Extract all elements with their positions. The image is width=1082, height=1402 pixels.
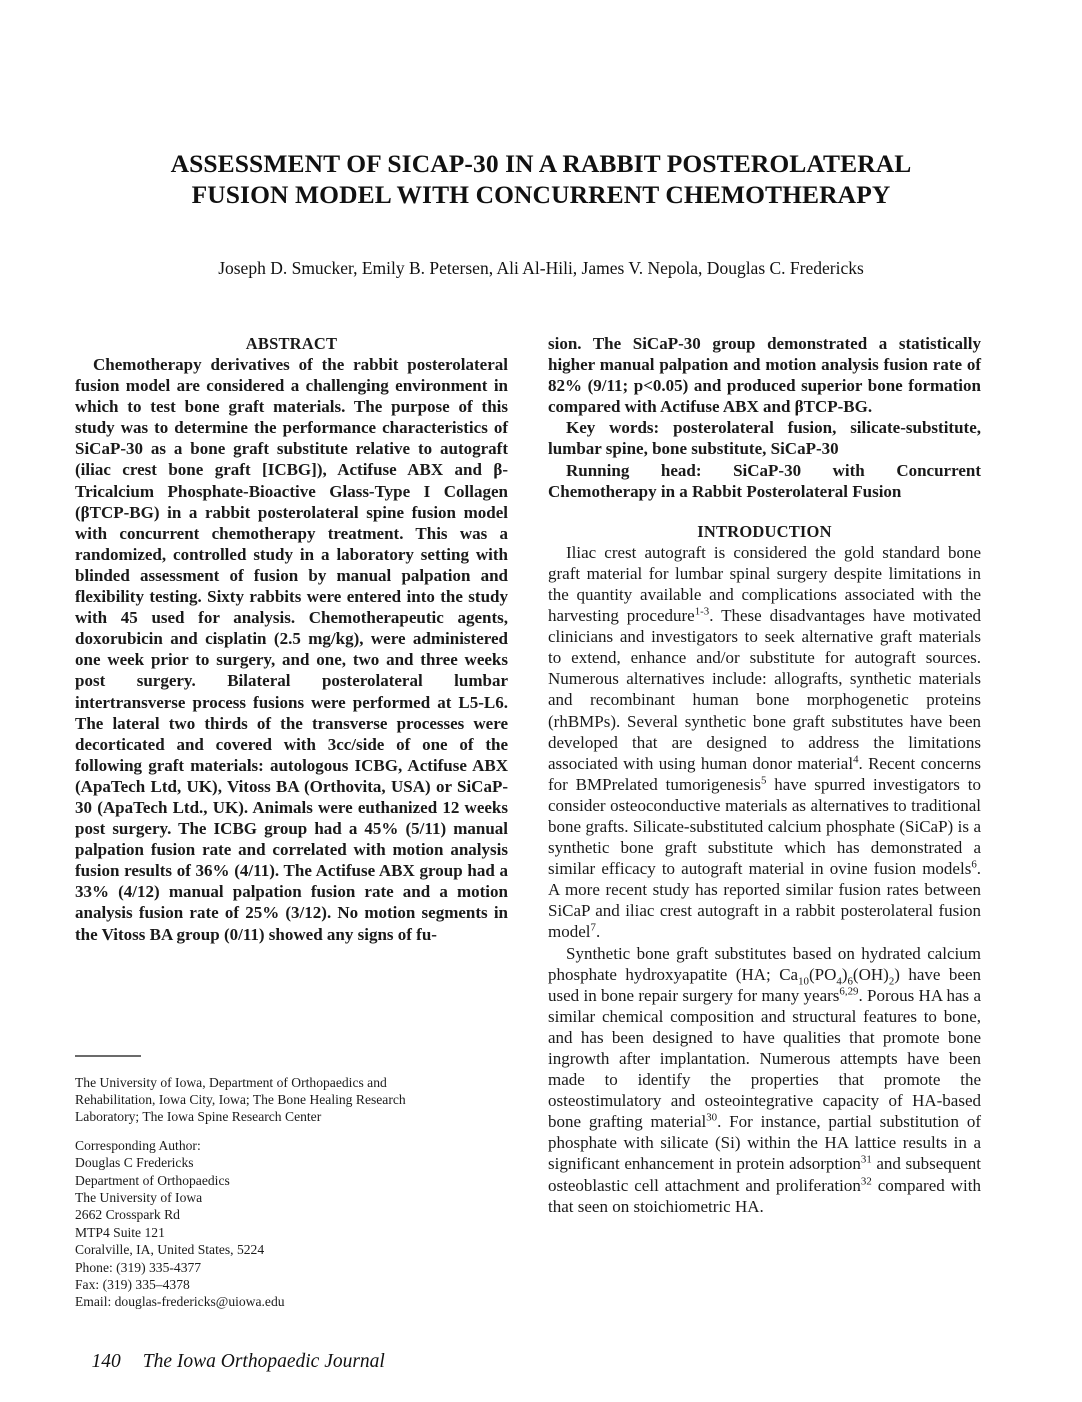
abstract-paragraph-part-2: sion. The SiCaP-30 group demonstrated a statistically higher manual palpation and motion analysis fusion rate of 82% (9/11; p<0.05) and produced superior bone formation compared with Actifuse ABX and βTCP-BG. bbox=[548, 334, 981, 417]
citation-ref-32: 32 bbox=[860, 1174, 872, 1187]
intro-p2-seg-g: . For instance, partial substitution of phosphate with silicate (Si) within the HA lattice results in a significant enhancement in protein adsorption bbox=[548, 1112, 981, 1174]
corresponding-author-name: Douglas C Fredericks bbox=[75, 1155, 194, 1171]
corresponding-author-label: Corresponding Author: bbox=[75, 1137, 201, 1153]
citation-ref-31: 31 bbox=[860, 1153, 872, 1166]
corresponding-author-institution: The University of Iowa bbox=[75, 1190, 203, 1206]
footnote-block bbox=[75, 1055, 508, 1311]
page-title bbox=[75, 148, 1007, 210]
footer-journal-name: The Iowa Orthopaedic Journal bbox=[142, 1351, 385, 1372]
affiliation-block bbox=[75, 1074, 508, 1126]
page-footer bbox=[72, 1326, 385, 1398]
article-masthead bbox=[75, 148, 1007, 279]
corresponding-author-phone: Phone: (319) 335-4377 bbox=[75, 1259, 202, 1275]
intro-p2-seg-b: (PO bbox=[808, 964, 837, 984]
abstract-running-head: Running head: SiCaP-30 with Concurrent Chemotherapy in a Rabbit Posterolateral Fusion bbox=[548, 460, 981, 501]
page-title-line-2: FUSION MODEL WITH CONCURRENT CHEMOTHERAPY bbox=[191, 180, 891, 209]
formula-sub-4: 4 bbox=[836, 975, 842, 988]
abstract-paragraph-part-1: Chemotherapy derivatives of the rabbit posterolateral fusion model are considered a challenging environment in which to test bone graft materials. The purpose of this study was to determine the performance characteristics of SiCaP-30 as a bone graft substitute relative to autograft (iliac crest bone graft [ICBG]), Actifuse ABX and β-Tricalcium Phosphate-Bioactive Glass-Type I Collagen (βTCP-BG) in a rabbit posterolateral spine fusion model with concurrent chemotherapy treatment. This was a randomized, controlled study in a laboratory setting with blinded assessment of fusion by manual palpation and flexibility testing. Sixty rabbits were entered into the study with 45 used for analysis. Chemotherapeutic agents, doxorubicin and cisplatin (2.5 mg/kg), were administered one week prior to surgery, and one, two and three weeks post surgery. Bilateral posterolateral lumbar intertransverse process fusions were performed at L5-L6. The lateral two thirds of the transverse processes were decorticated and covered with 3cc/side of one of the following graft materials: autologous ICBG, Actifuse ABX (ApaTech Ltd, UK), Vitoss BA (Orthovita, USA) or SiCaP-30 (ApaTech Ltd., UK). Animals were euthanized 12 weeks post surgery. The ICBG group had a 45% (5/11) manual palpation fusion rate and correlated with motion analysis fusion results of 36% (4/11). The Actifuse ABX group had a 33% (4/12) manual palpation fusion rate and a motion analysis fusion rate of 25% (3/12). No motion segments in the Vitoss BA group (0/11) showed any signs of fu- bbox=[75, 355, 508, 944]
introduction-paragraph-2 bbox=[548, 943, 981, 1217]
intro-p2-seg-c: ) bbox=[841, 964, 848, 984]
footnote-divider bbox=[75, 1055, 141, 1057]
abstract-keywords: Key words: posterolateral fusion, silicate-substitute, lumbar spine, bone substitute, SiCaP-30 bbox=[548, 418, 981, 459]
citation-ref-7: 7 bbox=[590, 921, 596, 934]
author-list: Joseph D. Smucker, Emily B. Petersen, Ali Al-Hili, James V. Nepola, Douglas C. Fredericks bbox=[218, 258, 864, 278]
citation-ref-4: 4 bbox=[853, 753, 859, 766]
intro-p2-seg-a: Synthetic bone graft substitutes based on hydrated calcium phosphate hydroxyapatite (HA; Ca bbox=[548, 943, 981, 984]
corresponding-author-department: Department of Orthopaedics bbox=[75, 1172, 230, 1188]
column-right bbox=[548, 333, 981, 1217]
citation-ref-6-29: 6,29 bbox=[839, 985, 859, 998]
intro-p1-seg-f: . bbox=[595, 922, 601, 942]
introduction-heading: INTRODUCTION bbox=[697, 521, 832, 541]
formula-sub-6: 6 bbox=[847, 975, 853, 988]
affiliation-line-2: Rehabilitation, Iowa City, Iowa; The Bone Healing Research bbox=[75, 1092, 406, 1107]
intro-p1-seg-b: . These disadvantages have motivated clinicians and investigators to seek alternative graft materials to extend, enhance and/or substitute for autograft sources. Numerous alternatives include: allografts, synthetic materials and recombinant human bone morphogenetic proteins (rhBMPs). Several synthetic bone graft substitutes have been developed that are designed to address the limitations associated with using human donor material bbox=[548, 606, 982, 773]
intro-p2-seg-h: and subsequent osteoblastic cell attachment and proliferation bbox=[548, 1154, 982, 1195]
formula-sub-2: 2 bbox=[888, 975, 895, 988]
corresponding-author-block bbox=[75, 1137, 508, 1311]
intro-p1-seg-a: Iliac crest autograft is considered the gold standard bone graft material for lumbar spinal surgery despite limitations in the quantity available and complications associated with the harvesting procedure bbox=[548, 542, 981, 626]
affiliation-line-1: The University of Iowa, Department of Orthopaedics and bbox=[75, 1074, 387, 1090]
corresponding-author-suite: MTP4 Suite 121 bbox=[75, 1224, 165, 1240]
intro-p1-seg-d: have spurred investigators to consider osteoconductive materials as alternatives to traditional bone grafts. Silicate-substituted calcium phosphate (SiCaP) is a synthetic bone graft substitute which has demonstrated a similar efficacy to autograft material in ovine fusion models bbox=[548, 774, 981, 879]
formula-sub-10: 10 bbox=[798, 975, 809, 988]
intro-p2-seg-f: . Porous HA has a similar chemical composition and structural features to bone, and has been designed to have qualities that promote bone ingrowth after implantation. Numerous attempts have been made to identify the properties that promote the osteostimulatory and osteointegrative capacity of HA-based bone grafting material bbox=[548, 985, 981, 1132]
footer-page-number: 140 bbox=[91, 1351, 121, 1372]
introduction-paragraph-1 bbox=[548, 542, 981, 943]
corresponding-author-email[interactable]: Email: douglas-fredericks@uiowa.edu bbox=[75, 1294, 285, 1310]
citation-ref-5: 5 bbox=[761, 774, 767, 787]
intro-p1-seg-c: . Recent concerns for BMPrelated tumorigenesis bbox=[548, 753, 981, 794]
citation-ref-30: 30 bbox=[706, 1111, 718, 1124]
intro-p1-seg-e: . A more recent study has reported similar fusion rates between SiCaP and iliac crest autograft in a rabbit posterolateral fusion model bbox=[548, 859, 981, 942]
citation-ref-6: 6 bbox=[971, 858, 977, 871]
corresponding-author-fax: Fax: (319) 335–4378 bbox=[75, 1277, 190, 1293]
abstract-heading: ABSTRACT bbox=[245, 334, 338, 353]
intro-p2-seg-d: (OH) bbox=[852, 964, 889, 984]
page-title-line-1: ASSESSMENT OF SICAP-30 IN A RABBIT POSTEROLATERAL bbox=[170, 149, 912, 178]
affiliation-line-3: Laboratory; The Iowa Spine Research Center bbox=[75, 1109, 322, 1125]
citation-ref-1-3: 1-3 bbox=[694, 605, 710, 618]
intro-p2-seg-i: compared with that seen on stoichiometric HA. bbox=[548, 1175, 981, 1216]
column-left bbox=[75, 333, 508, 945]
corresponding-author-city: Coralville, IA, United States, 5224 bbox=[75, 1242, 265, 1258]
corresponding-author-street: 2662 Crosspark Rd bbox=[75, 1207, 180, 1223]
intro-p2-seg-e: ) have been used in bone repair surgery for many years bbox=[548, 964, 982, 1005]
